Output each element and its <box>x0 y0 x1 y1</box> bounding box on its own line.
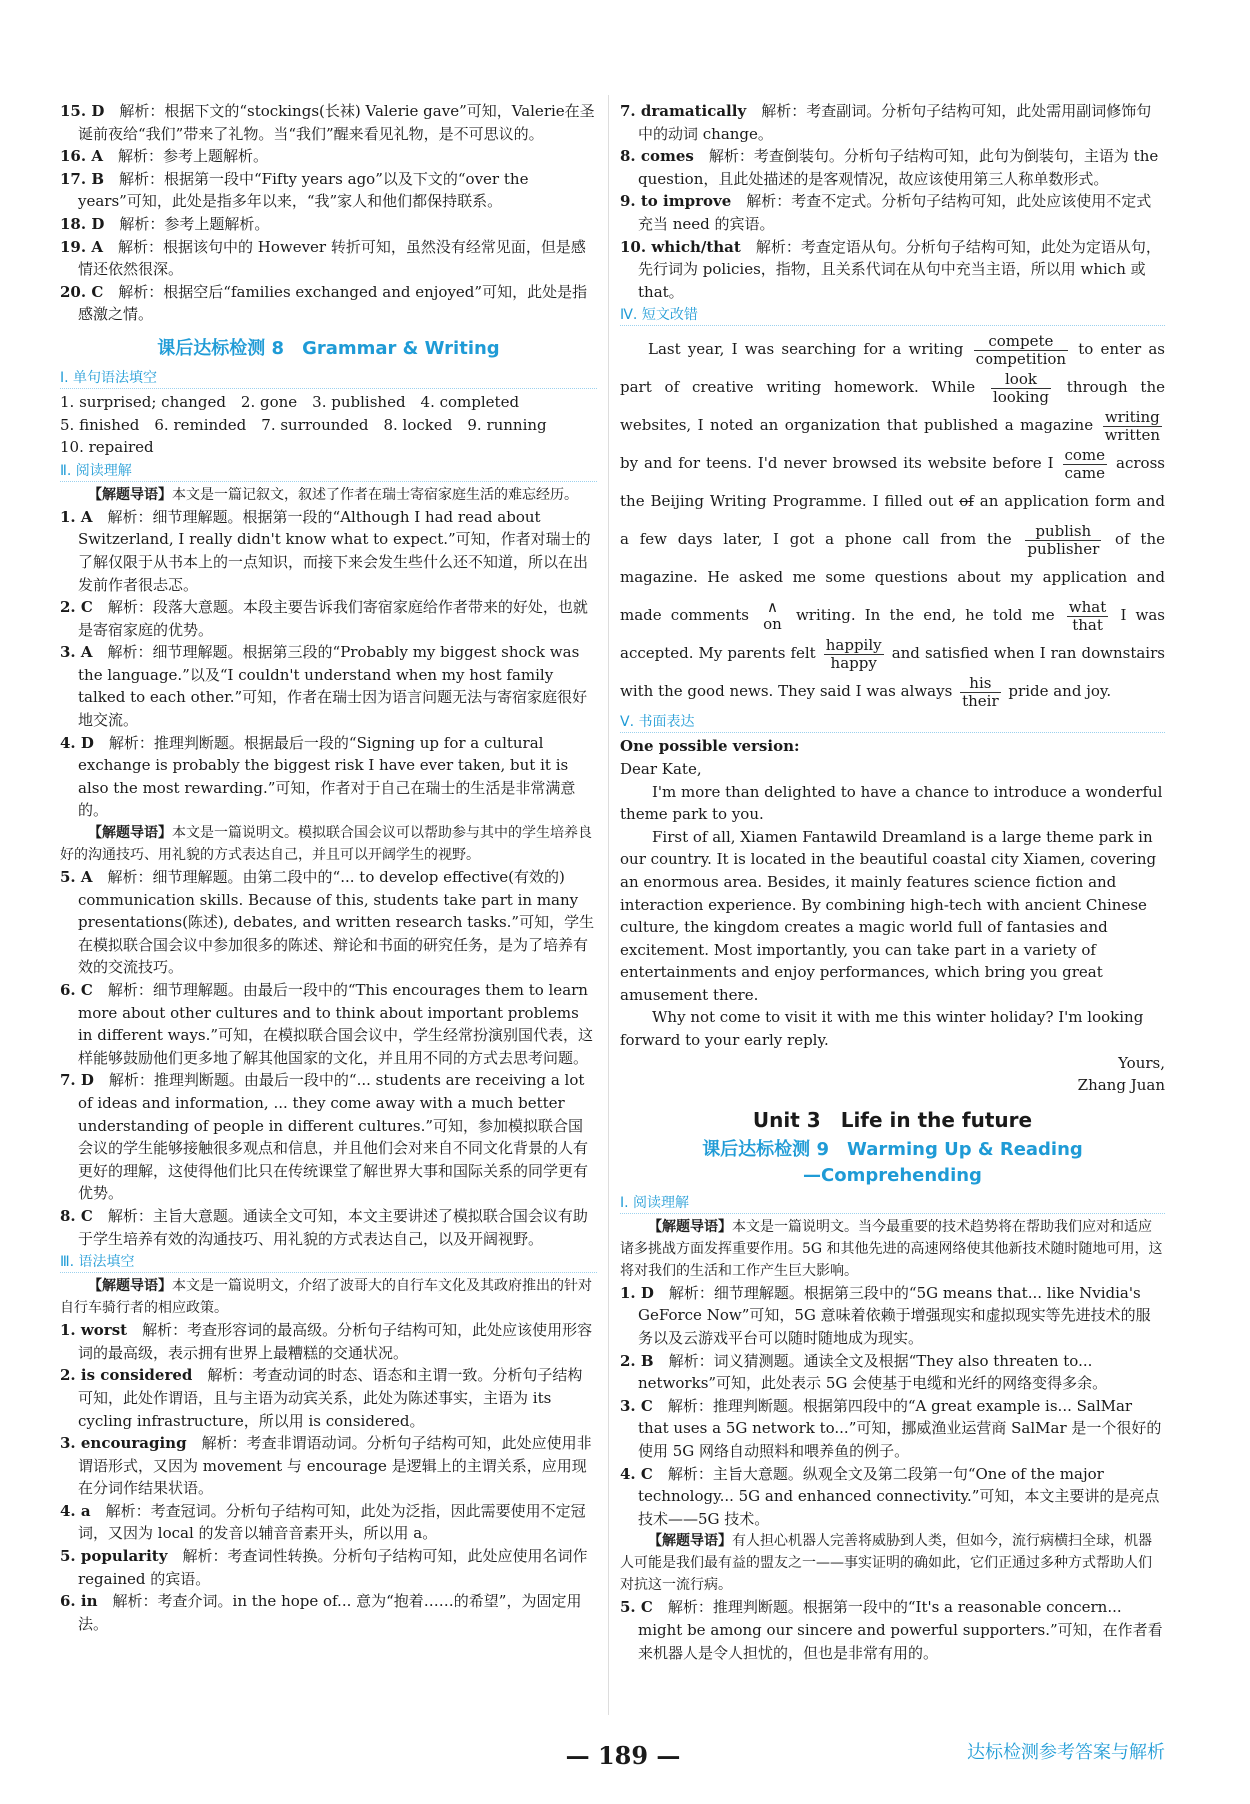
answer-item <box>60 1432 597 1500</box>
part-3-heading: Ⅲ. 语法填空 <box>60 1252 597 1273</box>
reading-guide-4 <box>620 1216 1165 1282</box>
answer-key: 4. a <box>60 1501 91 1520</box>
answer-key: 3. encouraging <box>60 1434 187 1453</box>
correction-mark: $\frac{\text{happily}}{\text{happy}}$ <box>825 635 882 672</box>
model-essay <box>620 735 1165 1097</box>
answer-key: 4. D <box>60 733 94 752</box>
reading-guide-2 <box>60 822 597 866</box>
answer-explanation: 解析：细节理解题。由最后一段中的“This encourages them to learn more about other cultures and to think about important problems in different ways.”可知，在模拟联合国会议中，学生经常扮演别国代表，这样能够鼓励他们更多地了解其他国家的文化，并且用不同的方式去思考问题。 <box>78 981 594 1067</box>
unit-title: Unit 3 Life in the future <box>752 1107 1033 1132</box>
grammar-answers-continued <box>620 100 1165 303</box>
reading-answers-3 <box>620 1282 1165 1531</box>
answer-item <box>60 979 597 1069</box>
error-correction-passage <box>620 330 1165 710</box>
answer-explanation: 解析：段落大意题。本段主要告诉我们寄宿家庭给作者带来的好处，也就是寄宿家庭的优势。 <box>78 598 588 639</box>
answer-explanation: 解析：考查定语从句。分析句子结构可知，此处为定语从句，先行词为 policies，指物，且关系代词在从句中充当主语，所以用 which 或 that。 <box>638 237 1161 301</box>
corr-text: across the Beijing Writing Programme. I filled out <box>620 454 1165 511</box>
answer-item <box>60 866 597 979</box>
answer-item <box>60 1364 597 1432</box>
answer-explanation: 解析：主旨大意题。纵观全文及第二段第一句“One of the major technology... 5G and enhanced connectivity.”可知，本文主要讲的是亮点技术——5G 技术。 <box>638 1464 1160 1528</box>
answer-explanation: 解析：根据该句中的 However 转折可知，虽然没有经常见面，但是感情还依然很深。 <box>78 237 586 279</box>
part-4-heading: Ⅳ. 短文改错 <box>620 305 1165 326</box>
answer-key: 3. C <box>620 1396 653 1415</box>
insertion-mark: ∧ on <box>763 598 782 634</box>
answer-key: 15. D <box>60 102 105 120</box>
corr-text: I was accepted. My parents felt <box>620 606 1165 663</box>
answer-item <box>60 1069 597 1205</box>
guide-tag: 【解题导语】 <box>88 825 172 842</box>
answer-explanation: 解析：细节理解题。根据第三段中的“5G means that... like Nvidia's GeForce Now”可知，5G 意味着依赖于增强现实和虚拟现实等先进技术的服务以及云游戏平台可以随时随地成为现实。 <box>638 1283 1151 1348</box>
reading-answers-4 <box>620 1596 1165 1664</box>
corr-text: an application form and a few days later, I got a phone call from the <box>620 492 1165 549</box>
answer-key: 7. dramatically <box>620 102 747 120</box>
guide-text: 有人担心机器人完善将威胁到人类，但如今，流行病横扫全球，机器人可能是我们最有益的盟友之一——事实证明的确如此，它们正通过多种方式帮助人们对抗这一流行病。 <box>620 1533 1152 1594</box>
answer-key: 19. A <box>60 237 103 256</box>
part-1b-heading: Ⅰ. 阅读理解 <box>620 1193 1165 1214</box>
guide-text: 本文是一篇说明文。当今最重要的技术趋势将在帮助我们应对和适应诸多挑战方面发挥重要作用。5G 和其他先进的高速网络使其他新技术随时随地可用，这将对我们的生活和工作产生巨大影响。 <box>620 1218 1163 1279</box>
answer-key: 4. C <box>620 1464 653 1483</box>
answer-explanation: 解析：推理判断题。由最后一段中的“... students are receiving a lot of ideas and information, ... they come away with a much better understanding of people in different cultures.”可知，参加模拟联合国会议的学生能够接触很多观点和信息，并且他们会对来自不同文化背景的人有更好的理解，这使得他们比只在传统课堂了解世界大事和国际关系的同学更有优势。 <box>78 1071 589 1203</box>
answer-explanation: 解析：考查词性转换。分析句子结构可知，此处应使用名词作 regained 的宾语。 <box>78 1547 588 1588</box>
answer-key: 10. which/that <box>620 237 741 256</box>
answer-explanation: 解析：词义猜测题。通读全文及根据“They also threaten to... networks”可知，此处表示 5G 会使基于电缆和光纤的网络变得多余。 <box>638 1351 1108 1393</box>
correction-mark: $\frac{\text{writing}}{\text{written}}$ <box>1104 407 1160 444</box>
answer-key: 8. C <box>60 1206 93 1225</box>
guide-tag: 【解题导语】 <box>88 486 172 503</box>
answer-list-top <box>60 100 597 326</box>
answer-explanation: 解析：参考上题解析。 <box>117 147 268 166</box>
answer-line: 1. surprised; changed 2. gone 3. published 4. completed <box>60 392 520 411</box>
corr-text: writing. In the end, he told me <box>795 606 1055 625</box>
answer-key: 5. C <box>620 1598 653 1617</box>
answer-item <box>60 1545 597 1590</box>
corr-text: pride and joy. <box>1008 682 1112 701</box>
deleted-word: of <box>959 492 974 511</box>
essay-paragraph-2: First of all, Xiamen Fantawild Dreamland is a large theme park in our country. It is located in the beautiful coastal city Xiamen, covering an enormous area. Besides, it mainly features science fiction and interaction experience. By combining high-tech with ancient Chinese culture, the kingdom creates a magic world full of fantasies and excitement. Most importantly, you can take part in a variety of entertainments and enjoy performances, which bring you great amusement there. <box>620 827 1157 1004</box>
essay-paragraph-3: Why not come to visit it with me this winter holiday? I'm looking forward to your early reply. <box>620 1008 1144 1050</box>
answer-explanation: 解析：考查副词。分析句子结构可知，此处需用副词修饰句中的动词 change。 <box>638 102 1152 143</box>
guide-text: 本文是一篇说明文，介绍了波哥大的自行车文化及其政府推出的针对自行车骑行者的相应政策。 <box>60 1278 592 1317</box>
answer-key: 6. in <box>60 1592 98 1611</box>
correction-mark: $\frac{\text{his}}{\text{their}}$ <box>962 673 999 710</box>
page-footer <box>0 1738 1250 1778</box>
closing: Yours, <box>1118 1053 1165 1072</box>
guide-tag: 【解题导语】 <box>88 1278 172 1295</box>
answer-key: 2. C <box>60 598 93 617</box>
answer-key: 9. to improve <box>620 192 732 211</box>
answer-explanation: 解析：考查动词的时态、语态和主谓一致。分析句子结构可知，此处作谓语，且与主语为动宾关系，此处为陈述事实，主语为 its cycling infrastructure，所以用 is considered。 <box>78 1366 583 1430</box>
answer-item <box>60 100 597 145</box>
answer-item <box>620 1395 1165 1463</box>
answer-item <box>60 1319 597 1364</box>
corr-text: to enter as part of creative writing homework. While <box>620 340 1165 397</box>
answer-key: 5. A <box>60 868 93 887</box>
corr-text: Last year, I was searching for a writing <box>648 340 964 359</box>
answer-item <box>60 1590 597 1635</box>
answer-item <box>60 1205 597 1250</box>
corr-text: of the magazine. He asked me some questions about my application and made comments <box>620 530 1165 625</box>
section-8-title: 课后达标检测 8 Grammar & Writing <box>157 337 500 359</box>
grammar-fill-answers <box>60 391 597 459</box>
page-number: — 189 — <box>565 1741 681 1770</box>
guide-tag: 【解题导语】 <box>648 1533 732 1550</box>
answer-explanation: 解析：主旨大意题。通读全文可知，本文主要讲述了模拟联合国会议有助于学生培养有效的沟通技巧、用礼貌的方式表达自己，以及开阔视野。 <box>78 1206 588 1248</box>
answer-explanation: 解析：推理判断题。根据第四段中的“A great example is... SalMar that uses a 5G network to...”可知，挪威渔业运营商 SalMar 是一个很好的使用 5G 网络自动照料和喂养鱼的例子。 <box>638 1396 1162 1460</box>
answer-explanation: 解析：推理判断题。根据第一段中的“It's a reasonable concern... might be among our sincere and powerful supporters.”可知，在作者看来机器人是令人担忧的，但也是非常有用的。 <box>638 1598 1163 1662</box>
reading-guide-5 <box>620 1530 1165 1596</box>
footer-label: 达标检测参考答案与解析 <box>967 1742 1165 1763</box>
part-1-heading: Ⅰ. 单句语法填空 <box>60 368 597 389</box>
answer-explanation: 解析：考查形容词的最高级。分析句子结构可知，此处应该使用形容词的最高级，表示拥有世界上最糟糕的交通状况。 <box>78 1321 593 1362</box>
version-label: One possible version: <box>620 737 800 756</box>
answer-item <box>60 732 597 822</box>
answer-item <box>60 145 597 168</box>
reading-answers-1 <box>60 506 597 822</box>
reading-answers-2 <box>60 866 597 1250</box>
guide-text: 本文是一篇记叙文，叙述了作者在瑞士寄宿家庭生活的难忘经历。 <box>172 486 578 503</box>
answer-item <box>620 1596 1165 1664</box>
answer-key: 1. worst <box>60 1321 128 1340</box>
answer-explanation: 解析：细节理解题。由第二段中的“... to develop effective(有效的) communication skills. Because of this, students take part in many presentations(陈述), debates, and written research tasks.”可知，学生在模拟联合国会议中参加很多的陈述、辩论和书面的研究任务，是为了培养有效的交流技巧。 <box>78 868 595 977</box>
answer-item <box>620 145 1165 190</box>
answer-item <box>620 1350 1165 1395</box>
correction-mark: $\frac{\text{compete}}{\text{competition}}$ <box>975 331 1067 368</box>
greeting: Dear Kate, <box>620 759 702 778</box>
answer-key: 5. popularity <box>60 1547 168 1566</box>
right-column <box>620 100 1165 1664</box>
answer-key: 1. D <box>620 1283 654 1302</box>
answer-item <box>620 100 1165 145</box>
section-9-title: 课后达标检测 9 Warming Up & Reading <box>702 1138 1083 1160</box>
answer-explanation: 解析：推理判断题。根据最后一段的“Signing up for a cultural exchange is probably the biggest risk I have ever taken, but it is also the most rewarding.”可知，作者对于自己在瑞士的生活是非常满意的。 <box>78 733 576 820</box>
part-5-heading: Ⅴ. 书面表达 <box>620 712 1165 733</box>
answer-explanation: 解析：根据第一段中“Fifty years ago”以及下文的“over the years”可知，此处是指多年以来，“我”家人和他们都保持联系。 <box>78 169 529 211</box>
guide-text: 本文是一篇说明文。模拟联合国会议可以帮助参与其中的学生培养良好的沟通技巧、用礼貌的方式表达自己，并且可以开阔学生的视野。 <box>60 825 592 864</box>
answer-explanation: 解析：考查非谓语动词。分析句子结构可知，此处应使用非谓语形式，又因为 movement 与 encourage 是逻辑上的主谓关系，应用现在分词作结果状语。 <box>78 1434 592 1498</box>
essay-paragraph-1: I'm more than delighted to have a chance to introduce a wonderful theme park to you. <box>620 782 1163 824</box>
answer-key: 6. C <box>60 981 93 999</box>
answer-explanation: 解析：根据下文的“stockings(长袜) Valerie gave”可知，Valerie在圣诞前夜给“我们”带来了礼物。当“我们”醒来看见礼物，是不可思议的。 <box>78 102 595 143</box>
grammar-guide <box>60 1275 597 1319</box>
answer-item <box>620 1463 1165 1531</box>
answer-explanation: 解析：考查冠词。分析句子结构可知，此处为泛指，因此需要使用不定冠词，又因为 local 的发音以辅音音素开头，所以用 a。 <box>78 1501 586 1543</box>
answer-item <box>60 596 597 641</box>
answer-line: 5. finished 6. reminded 7. surrounded 8. locked 9. running <box>60 415 547 434</box>
answer-explanation: 解析：考查不定式。分析句子结构可知，此处应该使用不定式充当 need 的宾语。 <box>638 192 1152 233</box>
correction-mark: $\frac{\text{look}}{\text{looking}}$ <box>992 369 1049 406</box>
answer-explanation: 解析：参考上题解析。 <box>119 214 270 233</box>
answer-key: 3. A <box>60 643 93 662</box>
corr-text: and satisfied when I ran downstairs with the good news. They said I was always <box>620 644 1165 701</box>
answer-line: 10. repaired <box>60 438 154 457</box>
answer-item <box>620 1282 1165 1350</box>
grammar-answers <box>60 1319 597 1635</box>
answer-key: 7. D <box>60 1071 94 1090</box>
reading-guide-1 <box>60 484 597 506</box>
answer-key: 20. C <box>60 282 104 301</box>
part-2-heading: Ⅱ. 阅读理解 <box>60 461 597 482</box>
section-9-subtitle: —Comprehending <box>803 1164 982 1186</box>
answer-item <box>60 506 597 596</box>
answer-explanation: 解析：考查介词。in the hope of... 意为“抱着……的希望”，为固定用法。 <box>78 1592 582 1633</box>
correction-mark: $\frac{\text{what}}{\text{that}}$ <box>1068 597 1107 634</box>
answer-item <box>60 641 597 731</box>
answer-item <box>60 1500 597 1545</box>
answer-item <box>60 236 597 281</box>
answer-item <box>60 168 597 213</box>
answer-key: 17. B <box>60 169 104 188</box>
answer-key: 1. A <box>60 507 93 526</box>
answer-explanation: 解析：细节理解题。根据第三段的“Probably my biggest shock was the language.”以及“I couldn't understand when my host family talked to each other.”可知，作者在瑞士因为语言问题无法与寄宿家庭很好地交流。 <box>78 643 588 730</box>
answer-explanation: 解析：考查倒装句。分析句子结构可知，此句为倒装句，主语为 the question，且此处描述的是客观情况，故应该使用第三人称单数形式。 <box>638 147 1159 188</box>
answer-item <box>620 236 1165 304</box>
correction-mark: $\frac{\text{come}}{\text{came}}$ <box>1064 445 1106 482</box>
answer-item <box>60 281 597 326</box>
column-divider <box>608 95 609 1715</box>
answer-key: 2. is considered <box>60 1366 193 1385</box>
correction-mark: $\frac{\text{publish}}{\text{publisher}}$ <box>1027 521 1100 558</box>
answer-key: 8. comes <box>620 147 694 166</box>
answer-explanation: 解析：根据空后“families exchanged and enjoyed”可知，此处是指感激之情。 <box>78 282 588 324</box>
left-column <box>60 100 597 1635</box>
answer-key: 16. A <box>60 147 103 166</box>
answer-key: 18. D <box>60 214 105 233</box>
answer-explanation: 解析：细节理解题。根据第一段的“Although I had read about Switzerland, I really didn't know what to expect.”可知，作者对瑞士的了解仅限于从书本上的一点知识，而接下来会发生些什么还不知道，所以在出发前作者很忐忑。 <box>78 507 591 594</box>
guide-tag: 【解题导语】 <box>648 1218 732 1235</box>
answer-item <box>620 190 1165 235</box>
corr-text: by and for teens. I'd never browsed its website before I <box>620 454 1054 473</box>
signature: Zhang Juan <box>1077 1076 1165 1095</box>
answer-item <box>60 213 597 236</box>
answer-key: 2. B <box>620 1351 654 1370</box>
corr-text: through the websites, I noted an organization that published a magazine <box>620 378 1165 435</box>
